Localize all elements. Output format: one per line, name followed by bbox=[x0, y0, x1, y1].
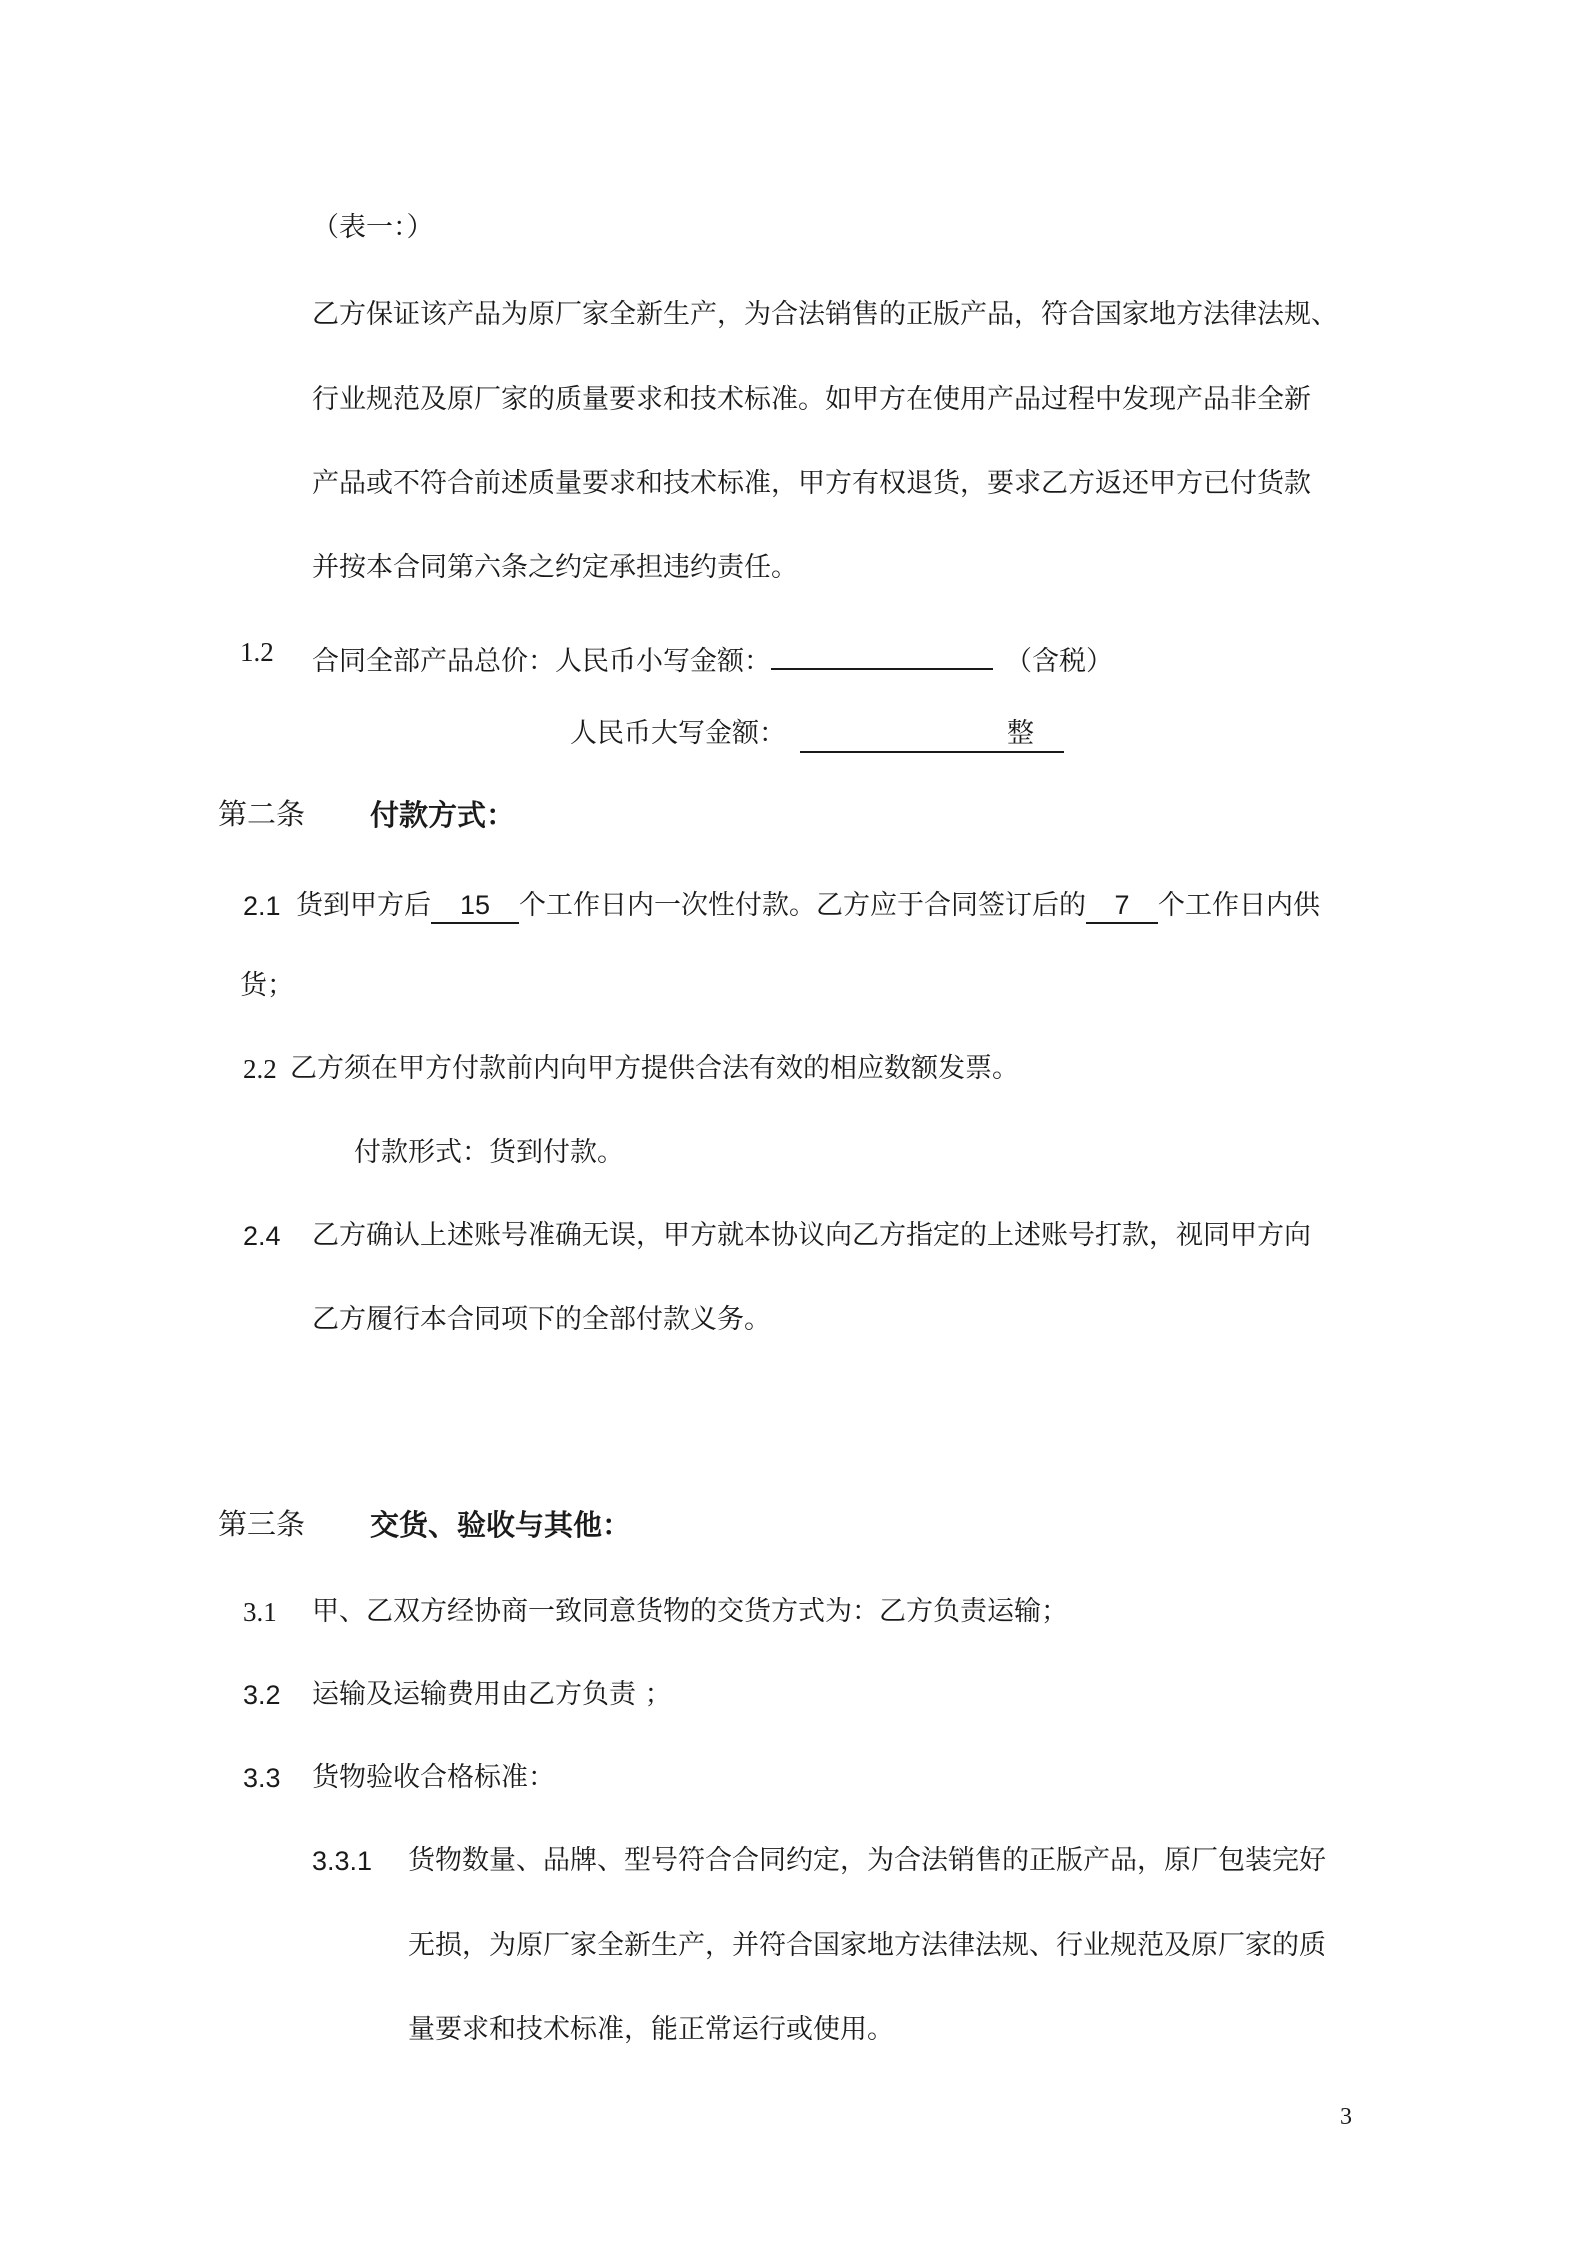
account-clause-line-2: 乙方履行本合同项下的全部付款义务。 bbox=[312, 1304, 771, 1335]
clause-number: 3.3.1 bbox=[312, 1846, 373, 1876]
payment-terms-pre: 货到甲方后 bbox=[296, 890, 431, 921]
clause-number: 3.1 bbox=[243, 1597, 277, 1627]
payment-form-text: 付款形式：货到付款。 bbox=[354, 1137, 624, 1168]
warranty-line-3: 产品或不符合前述质量要求和技术标准，甲方有权退货，要求乙方返还甲方已付货款 bbox=[312, 468, 1311, 499]
upper-amount-label: 人民币大写金额： bbox=[570, 718, 786, 749]
total-price-line bbox=[312, 634, 1113, 680]
acceptance-standard-heading: 货物验收合格标准： bbox=[312, 1762, 555, 1793]
delivery-days-field[interactable]: 7 bbox=[1086, 888, 1158, 924]
article-3-number: 第三条 bbox=[218, 1509, 306, 1541]
clause-number: 3.2 bbox=[243, 1680, 281, 1710]
upper-amount-blank[interactable] bbox=[800, 717, 1064, 753]
payment-days-field[interactable]: 15 bbox=[431, 888, 519, 924]
clause-number: 2.2 bbox=[243, 1054, 277, 1084]
clause-number: 2.4 bbox=[243, 1221, 281, 1251]
total-price-label: 合同全部产品总价：人民币小写金额： bbox=[312, 646, 771, 677]
clause-number: 2.1 bbox=[243, 891, 281, 921]
upper-amount-suffix: 整 bbox=[1007, 718, 1034, 749]
article-3-title: 交货、验收与其他： bbox=[370, 1508, 632, 1542]
acceptance-criteria-line-2: 无损，为原厂家全新生产，并符合国家地方法律法规、行业规范及原厂家的质 bbox=[408, 1930, 1326, 1961]
article-2-number: 第二条 bbox=[218, 799, 306, 831]
article-2-title: 付款方式： bbox=[370, 798, 516, 832]
acceptance-criteria-line-3: 量要求和技术标准，能正常运行或使用。 bbox=[408, 2014, 894, 2045]
upper-amount-line bbox=[570, 716, 1064, 753]
delivery-method-text: 甲、乙双方经协商一致同意货物的交货方式为：乙方负责运输； bbox=[312, 1596, 1068, 1627]
payment-terms-line-1 bbox=[296, 888, 1320, 924]
tax-included-label: （含税） bbox=[1005, 646, 1113, 677]
transport-cost-text: 运输及运输费用由乙方负责 ； bbox=[312, 1679, 672, 1710]
page-number: 3 bbox=[1340, 2104, 1352, 2130]
table-note: （表一：） bbox=[312, 212, 434, 243]
clause-number: 3.3 bbox=[243, 1763, 281, 1793]
payment-terms-mid: 个工作日内一次性付款。乙方应于合同签订后的 bbox=[519, 890, 1086, 921]
acceptance-criteria-line-1: 货物数量、品牌、型号符合合同约定，为合法销售的正版产品，原厂包装完好 bbox=[408, 1845, 1326, 1876]
warranty-line-4: 并按本合同第六条之约定承担违约责任。 bbox=[312, 552, 798, 583]
payment-terms-line-2: 货； bbox=[240, 970, 294, 1001]
invoice-clause-text: 乙方须在甲方付款前内向甲方提供合法有效的相应数额发票。 bbox=[290, 1053, 1019, 1084]
warranty-line-1: 乙方保证该产品为原厂家全新生产，为合法销售的正版产品，符合国家地方法律法规、 bbox=[312, 299, 1338, 330]
account-clause-line-1: 乙方确认上述账号准确无误，甲方就本协议向乙方指定的上述账号打款，视同甲方向 bbox=[312, 1220, 1311, 1251]
payment-terms-post: 个工作日内供 bbox=[1158, 890, 1320, 921]
total-price-blank[interactable] bbox=[771, 634, 993, 670]
clause-number: 1.2 bbox=[240, 637, 274, 667]
warranty-line-2: 行业规范及原厂家的质量要求和技术标准。如甲方在使用产品过程中发现产品非全新 bbox=[312, 384, 1311, 415]
